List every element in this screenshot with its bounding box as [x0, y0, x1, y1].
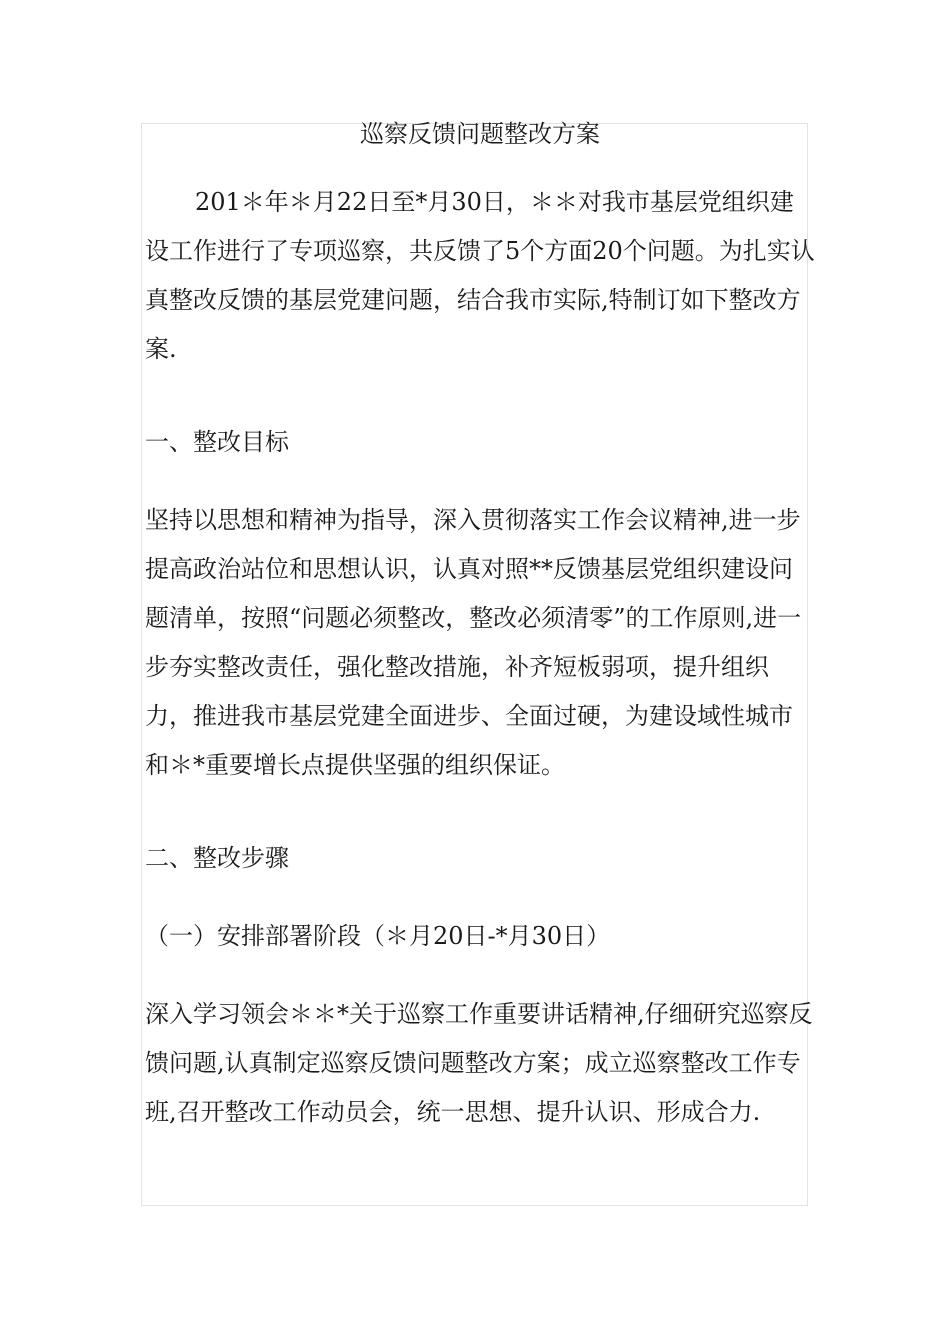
section-heading-steps: 二、整改步骤 — [145, 844, 289, 872]
deployment-paragraph: 深入学习领会＊＊*关于巡察工作重要讲话精神,仔细研究巡察反馈问题,认真制定巡察反馈问题整改方案；成立巡察整改工作专班,召开整改工作动员会，统一思想、提升认识、形成合力. — [145, 1000, 813, 1126]
goals-paragraph: 坚持以思想和精神为指导，深入贯彻落实工作会议精神,进一步提高政治站位和思想认识，认真对照**反馈基层党组织建设问题清单，按照“问题必须整改，整改必须清零”的工作原则,进一步夯实整改责任，强化整改措施，补齐短板弱项，提升组织力，推进我市基层党建全面进步、全面过硬，为建设域性城市和＊*重要增长点提供坚强的组织保证。 — [145, 506, 802, 779]
intro-paragraph: 201＊年＊月22日至*月30日，＊＊对我市基层党组织建设工作进行了专项巡察，共反馈了5个方面20个问题。为扎实认真整改反馈的基层党建问题，结合我市实际,特制订如下整改方案. — [145, 188, 815, 363]
subsection-heading-deployment: （一）安排部署阶段（＊月20日-*月30日） — [145, 922, 611, 950]
document-title: 巡察反馈问题整改方案 — [360, 120, 600, 148]
section-heading-goals: 一、整改目标 — [145, 428, 289, 456]
document-body — [145, 112, 815, 1137]
